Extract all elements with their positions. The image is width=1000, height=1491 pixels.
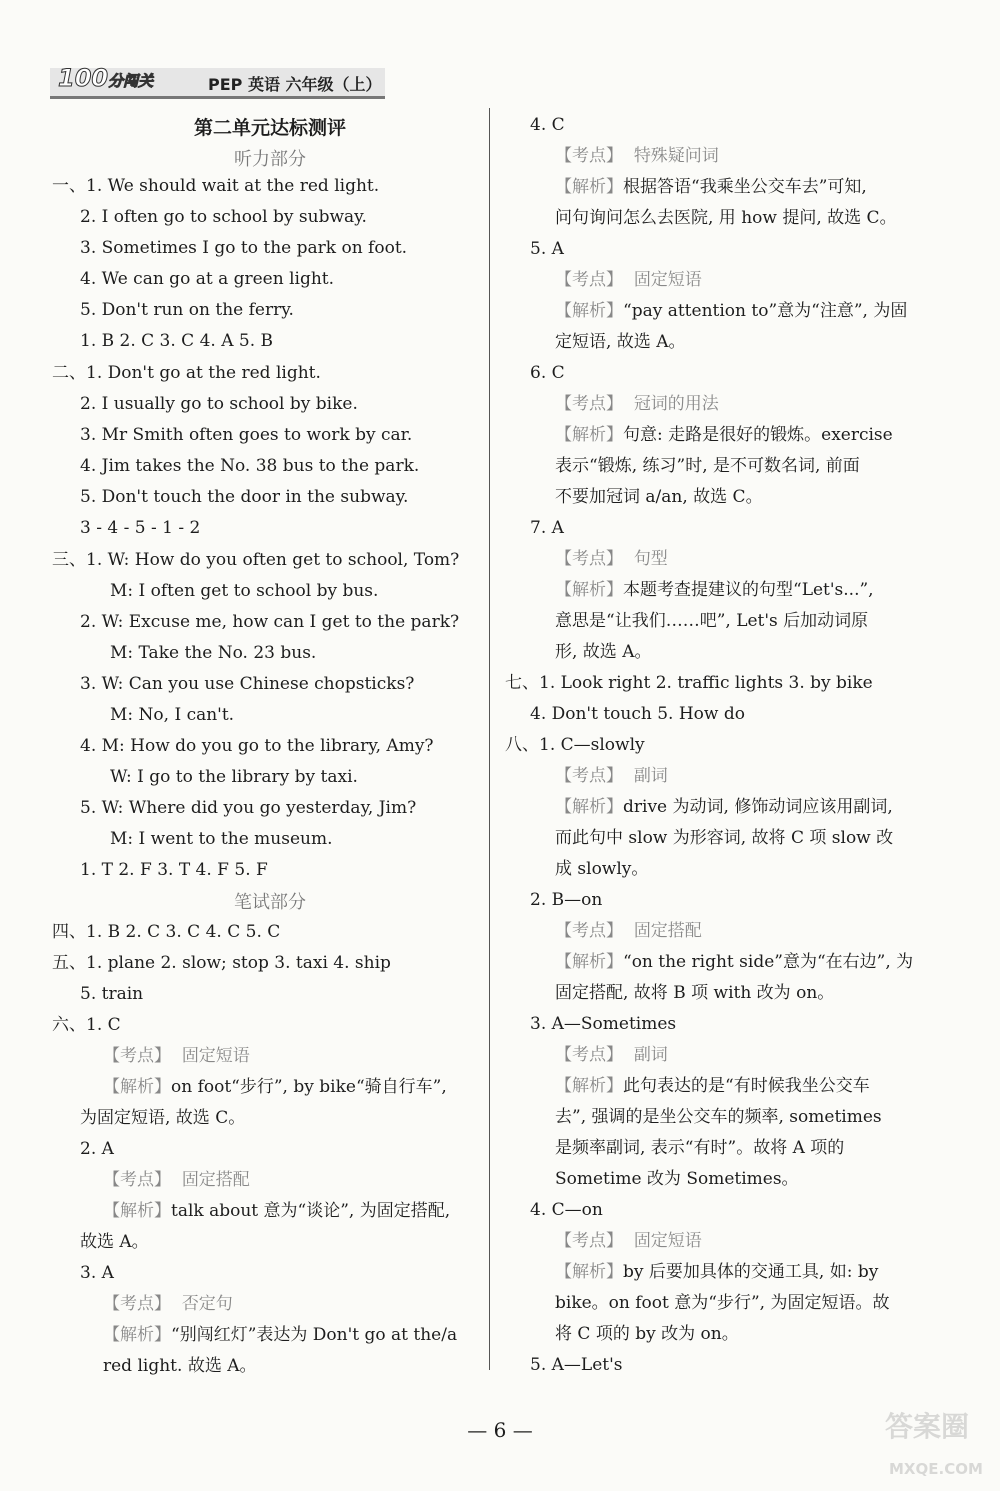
watermark-url: MXQE.COM — [889, 1460, 983, 1478]
key-point: 【考点】 固定搭配 — [555, 921, 702, 941]
answer-line: M: I went to the museum. — [110, 829, 333, 849]
answer-line: 4. Jim takes the No. 38 bus to the park. — [80, 456, 420, 476]
explanation-cont: 成 slowly。 — [555, 859, 649, 879]
answer-line: 5. A — [530, 239, 564, 259]
key-point: 【考点】 固定短语 — [555, 270, 702, 290]
answer-line: 2. B—on — [530, 890, 603, 910]
answer-line: 2. I often go to school by subway. — [80, 207, 367, 227]
key-point: 【考点】 固定短语 — [103, 1046, 250, 1066]
key-point: 【考点】 副词 — [555, 766, 668, 786]
answer-line: M: No, I can't. — [110, 705, 235, 725]
answer-line: M: I often get to school by bus. — [110, 581, 379, 601]
key-point: 【考点】 句型 — [555, 549, 668, 569]
explanation-cont: 故选 A。 — [80, 1232, 149, 1252]
column-divider — [489, 108, 490, 1370]
book-info: PEP 英语 六年级（上） — [208, 75, 382, 94]
explanation-cont: 意思是“让我们……吧”, Let's 后加动词原 — [555, 611, 869, 631]
key-point: 【考点】 否定句 — [103, 1294, 233, 1314]
answer-line: 3 - 4 - 5 - 1 - 2 — [80, 518, 201, 538]
answer-line: 3. A — [80, 1263, 114, 1283]
answer-line: 二、1. Don't go at the red light. — [52, 363, 321, 383]
answer-line: 4. C—on — [530, 1200, 603, 1220]
explanation-cont: 为固定短语, 故选 C。 — [80, 1108, 246, 1128]
explanation-cont: bike。on foot 意为“步行”, 为固定短语。故 — [555, 1293, 890, 1313]
header — [50, 64, 385, 100]
answer-line: 四、1. B 2. C 3. C 4. C 5. C — [52, 922, 281, 942]
answer-line: 一、1. We should wait at the red light. — [52, 176, 380, 196]
logo: 100分闯关 — [58, 64, 154, 92]
explanation-cont: 不要加冠词 a/an, 故选 C。 — [555, 487, 763, 507]
key-point: 【考点】 固定短语 — [555, 1231, 702, 1251]
explanation: 【解析】on foot“步行”, by bike“骑自行车”, — [103, 1077, 447, 1097]
explanation-cont: 去”, 强调的是坐公交车的频率, sometimes — [555, 1107, 882, 1127]
key-point: 【考点】 特殊疑问词 — [555, 146, 719, 166]
answer-line: W: I go to the library by taxi. — [110, 767, 358, 787]
explanation-cont: 是频率副词, 表示“有时”。故将 A 项的 — [555, 1138, 845, 1158]
answer-line: 2. W: Excuse me, how can I get to the park? — [80, 612, 460, 632]
explanation-cont: 表示“锻炼, 练习”时, 是不可数名词, 前面 — [555, 456, 860, 476]
key-point: 【考点】 副词 — [555, 1045, 668, 1065]
answer-line: 3. A—Sometimes — [530, 1014, 677, 1034]
answer-line: 五、1. plane 2. slow; stop 3. taxi 4. ship — [52, 953, 391, 973]
answer-line: 八、1. C—slowly — [505, 735, 645, 755]
section-writing: 笔试部分 — [234, 892, 306, 913]
explanation: 【解析】by 后要加具体的交通工具, 如: by — [555, 1262, 879, 1282]
explanation: 【解析】talk about 意为“谈论”, 为固定搭配, — [103, 1201, 451, 1221]
answer-line: 2. A — [80, 1139, 114, 1159]
answer-line: 4. We can go at a green light. — [80, 269, 335, 289]
key-point: 【考点】 冠词的用法 — [555, 394, 719, 414]
answer-line: 七、1. Look right 2. traffic lights 3. by bike — [505, 673, 873, 693]
explanation-cont: 而此句中 slow 为形容词, 故将 C 项 slow 改 — [555, 828, 894, 848]
explanation-cont: red light. 故选 A。 — [103, 1356, 257, 1376]
explanation-cont: Sometime 改为 Sometimes。 — [555, 1169, 799, 1189]
section-listening: 听力部分 — [234, 149, 306, 170]
explanation-cont: 固定搭配, 故将 B 项 with 改为 on。 — [555, 983, 835, 1003]
answer-line: 5. Don't run on the ferry. — [80, 300, 294, 320]
explanation-cont: 定短语, 故选 A。 — [555, 332, 686, 352]
explanation: 【解析】根据答语“我乘坐公交车去”可知, — [555, 177, 867, 197]
explanation-cont: 将 C 项的 by 改为 on。 — [555, 1324, 739, 1344]
answer-line: 1. T 2. F 3. T 4. F 5. F — [80, 860, 268, 880]
answer-line: 3. Sometimes I go to the park on foot. — [80, 238, 408, 258]
answer-line: 六、1. C — [52, 1015, 121, 1035]
answer-line: 3. W: Can you use Chinese chopsticks? — [80, 674, 415, 694]
page-title: 第二单元达标测评 — [193, 117, 346, 139]
watermark — [885, 1405, 995, 1487]
answer-line: 2. I usually go to school by bike. — [80, 394, 358, 414]
answer-line: 4. C — [530, 115, 565, 135]
page-number: — 6 — — [467, 1418, 533, 1442]
answer-line: 三、1. W: How do you often get to school, Tom? — [52, 550, 460, 570]
answer-line: 4. M: How do you go to the library, Amy? — [80, 736, 434, 756]
answer-line: 3. Mr Smith often goes to work by car. — [80, 425, 413, 445]
explanation: 【解析】句意: 走路是很好的锻炼。exercise — [555, 425, 893, 445]
answer-line: 1. B 2. C 3. C 4. A 5. B — [80, 331, 274, 351]
answer-line: 5. Don't touch the door in the subway. — [80, 487, 409, 507]
explanation: 【解析】drive 为动词, 修饰动词应该用副词, — [555, 797, 893, 817]
key-point: 【考点】 固定搭配 — [103, 1170, 250, 1190]
answer-line: 6. C — [530, 363, 565, 383]
answer-line: 4. Don't touch 5. How do — [530, 704, 745, 724]
explanation-cont: 问句询问怎么去医院, 用 how 提问, 故选 C。 — [555, 208, 897, 228]
explanation: 【解析】此句表达的是“有时候我坐公交车 — [555, 1076, 870, 1096]
explanation: 【解析】“on the right side”意为“在右边”, 为 — [555, 952, 914, 972]
explanation: 【解析】“pay attention to”意为“注意”, 为固 — [555, 301, 908, 321]
answer-line: 5. W: Where did you go yesterday, Jim? — [80, 798, 417, 818]
explanation: 【解析】“别闯红灯”表达为 Don't go at the/a — [103, 1325, 458, 1345]
answer-line: 5. train — [80, 984, 144, 1004]
explanation-cont: 形, 故选 A。 — [555, 642, 652, 662]
answer-line: 5. A—Let's — [530, 1355, 623, 1375]
answer-line: M: Take the No. 23 bus. — [110, 643, 317, 663]
watermark-text: 答案圈 — [885, 1410, 970, 1443]
explanation: 【解析】本题考查提建议的句型“Let's...”, — [555, 580, 874, 600]
answer-line: 7. A — [530, 518, 564, 538]
